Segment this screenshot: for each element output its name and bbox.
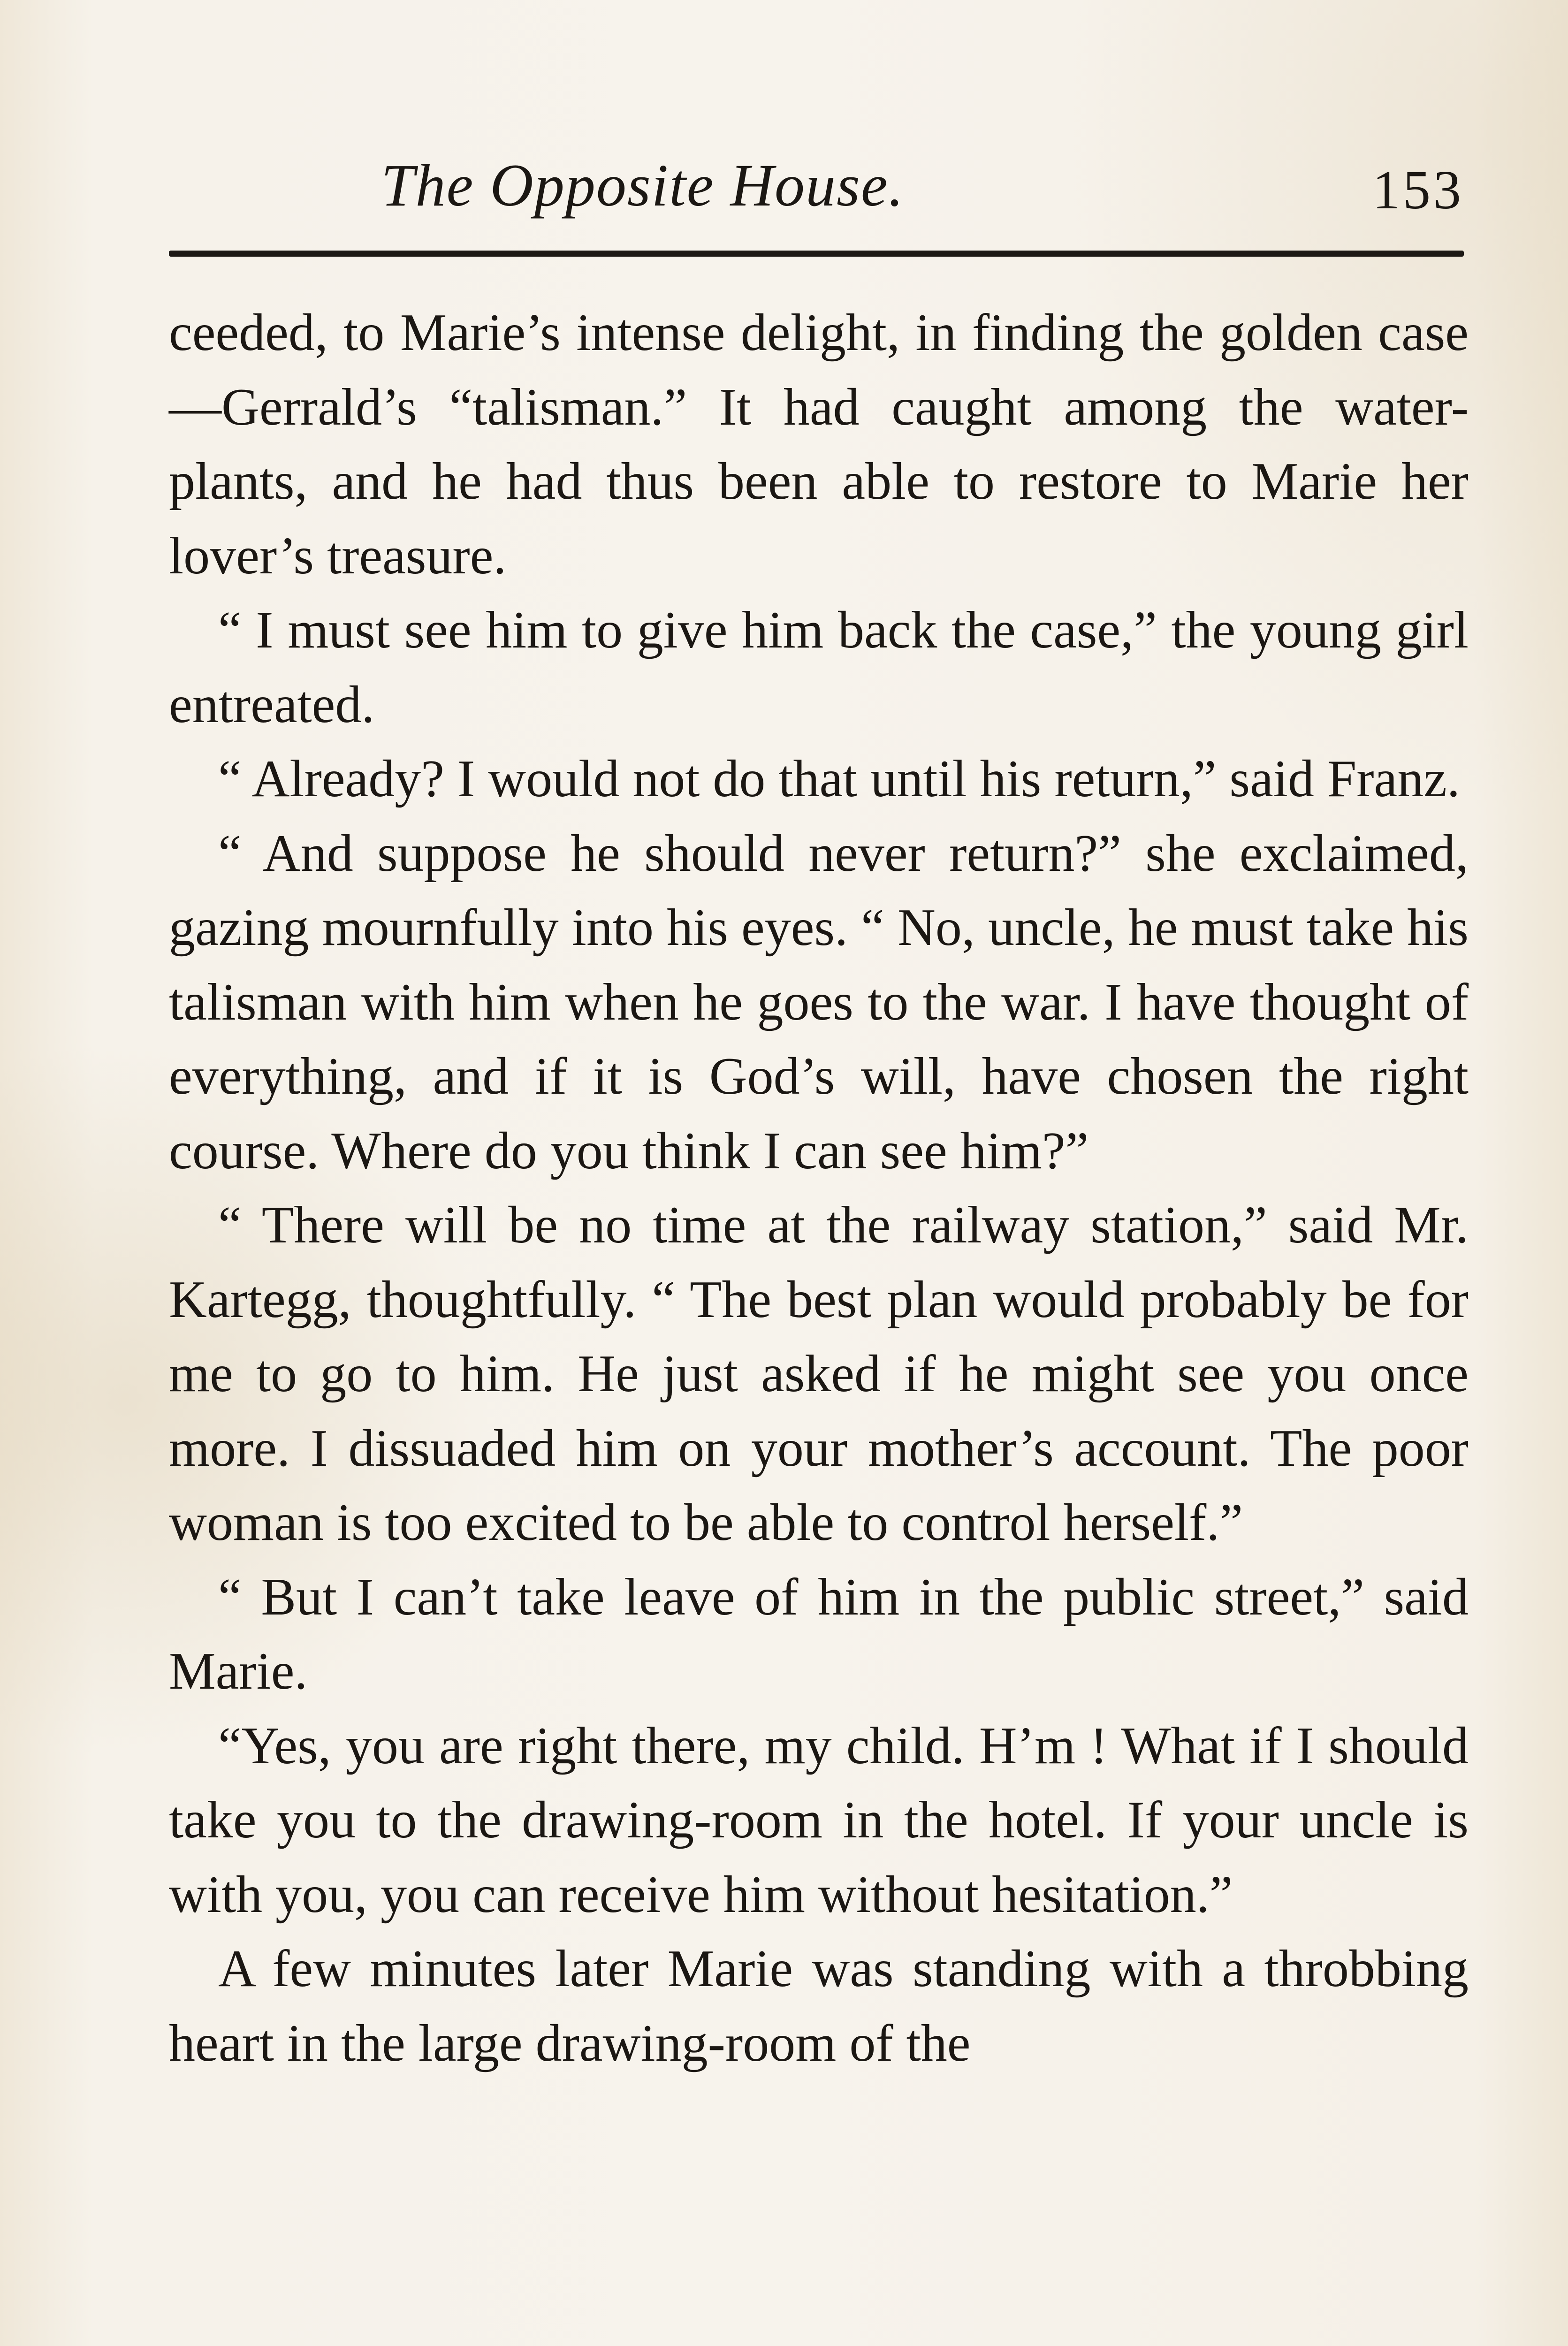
paragraph-7: “Yes, you are right there, my child. H’m ! What if I should take you to the drawing-room in the hotel. If your uncle is with you, you can receive him without hesitation.”	[169, 1716, 1469, 1924]
paragraph-5: “ There will be no time at the railway station,” said Mr. Kartegg, thoughtfully. “ The best plan would probably be for me to go to him. He just asked if he might see you once more. I dissuaded him on your mother’s account. The poor woman is too excited to be able to control herself.”	[169, 1196, 1469, 1552]
body-text	[169, 296, 1469, 2080]
page-number: 153	[1372, 159, 1464, 221]
paragraph-6: “ But I can’t take leave of him in the public street,” said Marie.	[169, 1568, 1469, 1700]
paragraph-3: “ Already? I would not do that until his return,” said Franz.	[218, 750, 1460, 808]
paragraph-1: ceeded, to Marie’s intense delight, in finding the golden case—Gerrald’s “talisman.” It had caught among the water-plants, and he had thus been able to restore to Marie her lover’s treasure.	[169, 304, 1469, 585]
page-header	[169, 141, 1464, 225]
paragraph-2: “ I must see him to give him back the case,” the young girl entreated.	[169, 601, 1469, 734]
running-title: The Opposite House.	[381, 152, 905, 219]
header-rule	[169, 251, 1464, 257]
paragraph-4: “ And suppose he should never return?” she exclaimed, gazing mournfully into his eyes. “ No, uncle, he must take his talisman with him when he goes to the war. I have thought of everything, and if it is God’s will, have chosen the right course. Where do you think I can see him?”	[169, 824, 1469, 1180]
paragraph-8: A few minutes later Marie was standing with a throbbing heart in the large drawing-room of the	[169, 1940, 1469, 2072]
